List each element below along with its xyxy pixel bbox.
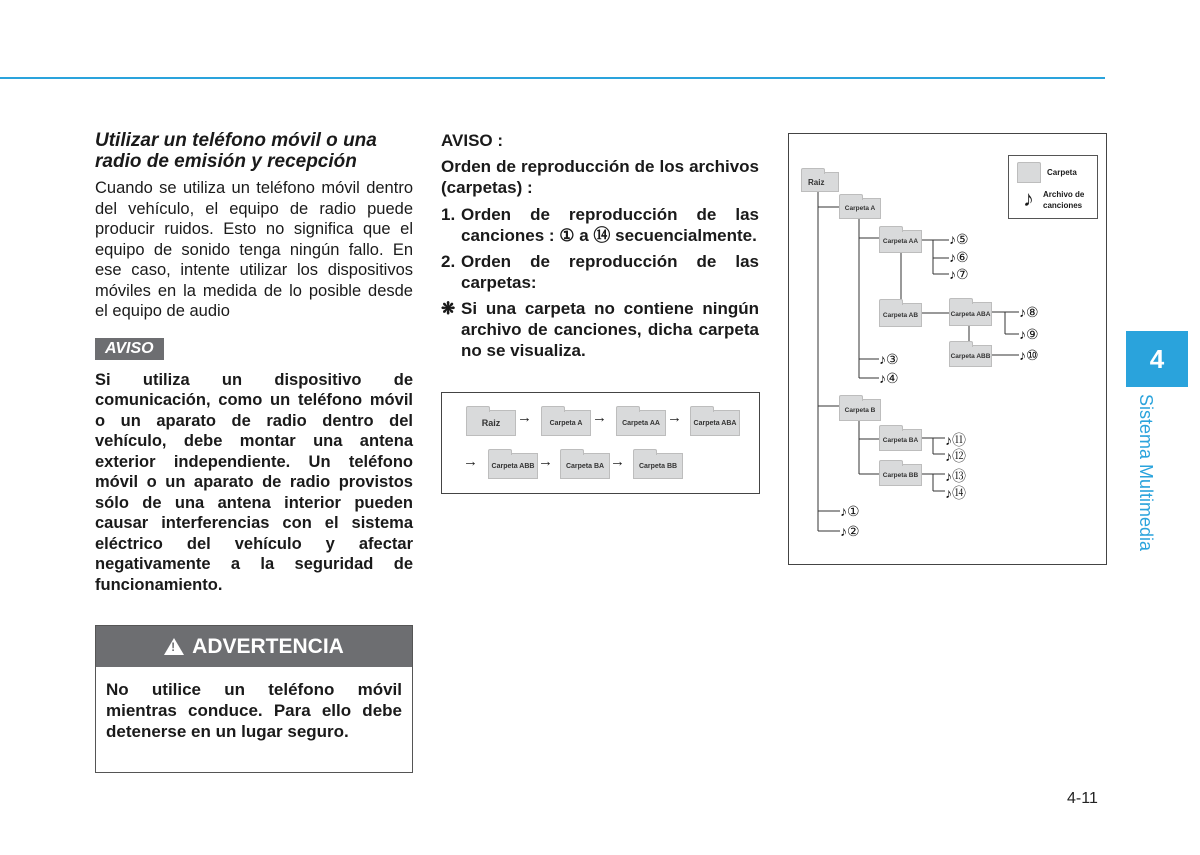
folder-sequence-diagram [441, 392, 760, 494]
aviso-text: Si utiliza un dispositivo de comunicación, como un teléfono móvil o un aparato de radio dentro del vehículo, debe montar una antena exterior independiente. Un teléfono móvil o un aparato de radio provistos sólo de una antena interior pueden causar interferencias con el sistema eléctrico del vehículo y afectar negativamente a la seguridad de funcionamiento. [95, 370, 413, 594]
arrow-icon: → [610, 453, 625, 470]
arrow-icon: → [517, 409, 532, 426]
seq-folder-carpeta-abb: Carpeta ABB [488, 453, 538, 479]
tree-folder-carpeta-ba: Carpeta BA [879, 429, 922, 451]
arrow-icon: → [592, 409, 607, 426]
warning-triangle-icon: ! [164, 638, 184, 655]
seq-folder-carpeta-aa: Carpeta AA [616, 410, 666, 436]
chapter-tab: 4 [1126, 331, 1188, 387]
warning-box [95, 625, 413, 773]
song-file-8: ♪⑧ [1019, 304, 1039, 320]
tree-folder-raiz: Raiz [801, 172, 839, 192]
middle-column [441, 130, 759, 366]
tree-folder-carpeta-b: Carpeta B [839, 399, 881, 421]
seq-folder-raiz: Raiz [466, 410, 516, 436]
tree-folder-carpeta-bb: Carpeta BB [879, 464, 922, 486]
song-file-4: ♪④ [879, 370, 899, 386]
seq-folder-carpeta-aba: Carpeta ABA [690, 410, 740, 436]
folder-tree-diagram [788, 133, 1107, 565]
section-subheading: Utilizar un teléfono móvil o una radio de emisión y recepción [95, 130, 377, 172]
legend-file-label-1: Archivo de [1043, 190, 1085, 199]
seq-folder-carpeta-a: Carpeta A [541, 410, 591, 436]
arrow-icon: → [538, 453, 553, 470]
music-note-icon: ♪ [1023, 186, 1034, 211]
warning-text: No utilice un teléfono móvil mientras conduce. Para ello debe detenerse en un lugar seguro. [106, 680, 402, 741]
tree-folder-carpeta-ab: Carpeta AB [879, 303, 922, 327]
tree-folder-carpeta-aa: Carpeta AA [879, 230, 922, 253]
song-file-6: ♪⑥ [949, 249, 969, 265]
warning-title: ADVERTENCIA [192, 634, 344, 658]
legend-folder-label: Carpeta [1047, 168, 1077, 177]
song-file-10: ♪⑩ [1019, 347, 1039, 363]
song-file-9: ♪⑨ [1019, 326, 1039, 342]
arrow-icon: → [667, 409, 682, 426]
tree-folder-carpeta-a: Carpeta A [839, 198, 881, 219]
list-item: 1. Orden de reproducción de las canciones : ① a ⑭ secuencialmente. [441, 205, 759, 245]
seq-folder-carpeta-ba: Carpeta BA [560, 453, 610, 479]
playback-list [441, 204, 759, 361]
tree-folder-carpeta-aba: Carpeta ABA [949, 302, 992, 326]
list-item: ❋ Si una carpeta no contiene ningún archivo de canciones, dicha carpeta no se visualiza. [441, 299, 759, 360]
tree-folder-carpeta-abb: Carpeta ABB [949, 345, 992, 367]
chapter-label: Sistema Multimedia [1136, 394, 1156, 552]
warning-header [96, 626, 412, 667]
header-rule [0, 77, 1105, 79]
song-file-1: ♪① [840, 503, 860, 519]
aviso-title: AVISO : [441, 131, 504, 150]
song-file-3: ♪③ [879, 351, 899, 367]
left-column [95, 130, 413, 595]
song-file-5: ♪⑤ [949, 231, 969, 247]
tree-legend [1008, 155, 1098, 219]
song-file-14: ♪⑭ [945, 485, 966, 501]
seq-folder-carpeta-bb: Carpeta BB [633, 453, 683, 479]
arrow-icon: → [463, 453, 478, 470]
song-file-2: ♪② [840, 523, 860, 539]
page-number: 4-11 [1067, 790, 1098, 807]
playback-intro: Orden de reproducción de los archivos (carpetas) : [441, 157, 759, 197]
song-file-13: ♪⑬ [945, 468, 966, 484]
song-file-12: ♪⑫ [945, 448, 966, 464]
list-item: 2. Orden de reproducción de las carpetas: [441, 252, 759, 292]
aviso-badge: AVISO [95, 338, 164, 360]
song-file-11: ♪⑪ [945, 432, 966, 448]
song-file-7: ♪⑦ [949, 266, 969, 282]
section-paragraph: Cuando se utiliza un teléfono móvil dentro del vehículo, el equipo de radio puede producir ruidos. Esto no significa que el equipo de sonido tenga ningún fallo. En ese caso, intente utilizar los dispositivos móviles en la medida de lo posible desde el equipo de audio [95, 179, 413, 320]
folder-icon [1017, 166, 1041, 183]
legend-file-label-2: canciones [1043, 201, 1083, 210]
